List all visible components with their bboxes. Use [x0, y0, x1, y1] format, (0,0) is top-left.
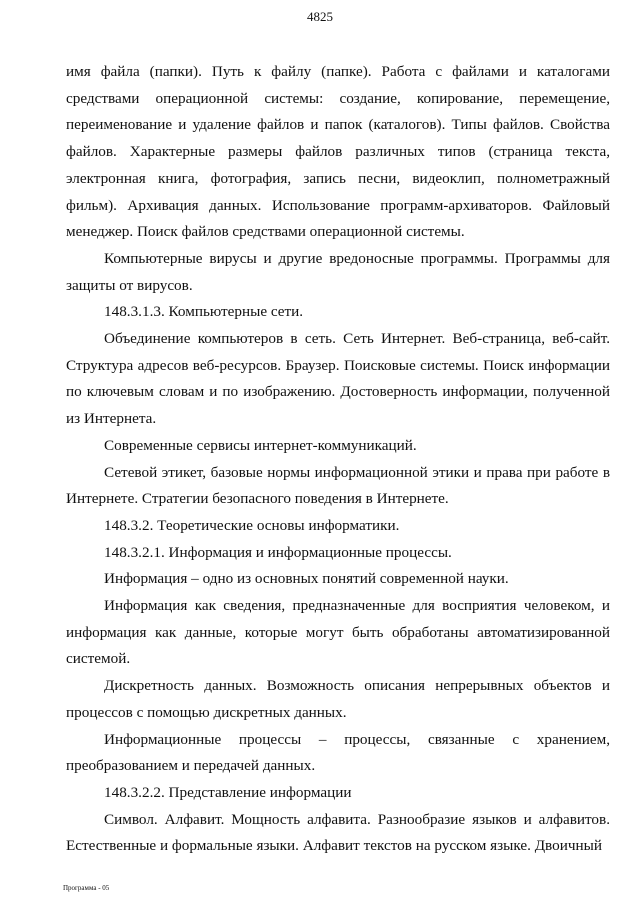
paragraph: Информационные процессы – процессы, связанные с хранением, преобразованием и передачей данных.: [66, 730, 610, 775]
paragraph: Дискретность данных. Возможность описания непрерывных объектов и процессов с помощью дискретных данных.: [66, 677, 610, 721]
section-heading: 148.3.2.2. Представление информации: [104, 783, 352, 801]
page-footer: Программа - 05: [63, 884, 110, 892]
paragraph: Информация как сведения, предназначенные для восприятия человеком, и информация как данные, которые могут быть обработаны автоматизированной системой.: [66, 597, 610, 668]
section-heading: 148.3.2.1. Информация и информационные процессы.: [104, 543, 452, 561]
section-heading: 148.3.2. Теоретические основы информатики.: [104, 516, 400, 534]
paragraph: имя файла (папки). Путь к файлу (папке). Работа с файлами и каталогами средствами операционной системы: создание, копирование, перемещение, переименование и удаление файлов и папок (каталогов). Типы файлов. Свойства файлов. Характерные размеры файлов различных типов (страница текста, электронная книга, фотография, запись песни, видеоклип, полнометражный фильм). Архивация данных. Использование программ-архиваторов. Файловый менеджер. Поиск файлов средствами операционной системы.: [66, 63, 610, 241]
paragraph: Современные сервисы интернет-коммуникаций.: [104, 436, 417, 454]
paragraph: Объединение компьютеров в сеть. Сеть Интернет. Веб-страница, веб-сайт. Структура адресов веб-ресурсов. Браузер. Поисковые системы. Поиск информации по ключевым словам и по изображению. Достоверность информации, полученной из Интернета.: [66, 330, 610, 428]
paragraph: Информация – одно из основных понятий современной науки.: [104, 570, 509, 588]
paragraph: Символ. Алфавит. Мощность алфавита. Разнообразие языков и алфавитов. Естественные и формальные языки. Алфавит текстов на русском языке. Двоичный: [66, 810, 610, 855]
document-body: [66, 59, 610, 860]
paragraph: Сетевой этикет, базовые нормы информационной этики и права при работе в Интернете. Стратегии безопасного поведения в Интернете.: [66, 463, 610, 508]
page-number: 4825: [307, 9, 333, 24]
section-heading: 148.3.1.3. Компьютерные сети.: [104, 303, 304, 321]
paragraph: Компьютерные вирусы и другие вредоносные программы. Программы для защиты от вирусов.: [66, 249, 610, 294]
